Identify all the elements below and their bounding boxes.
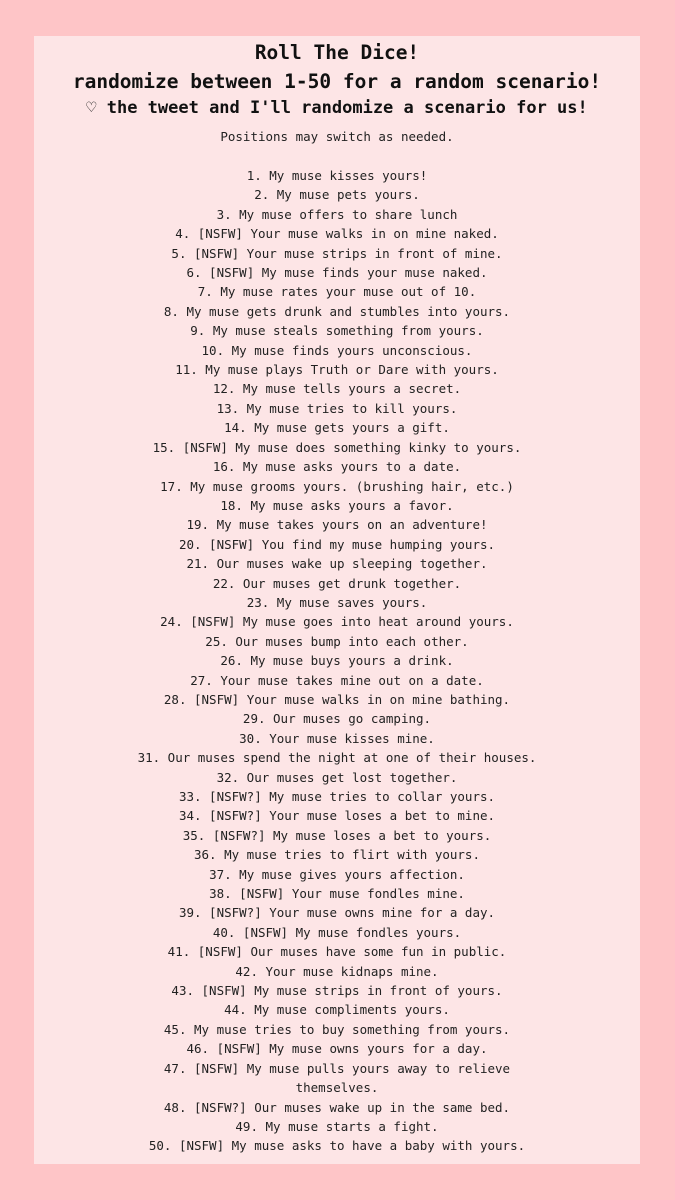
list-item: 22. Our muses get drunk together.	[212, 575, 462, 591]
list-item: 3. My muse offers to share lunch	[216, 206, 458, 222]
list-item: 16. My muse asks yours to a date.	[212, 459, 462, 475]
list-item: 20. [NSFW] You find my muse humping yours.	[178, 536, 496, 552]
list-item: 46. [NSFW] My muse owns yours for a day.	[186, 1041, 488, 1057]
list-item: 27. Your muse takes mine out on a date.	[190, 672, 484, 688]
list-item: 12. My muse tells yours a secret.	[212, 381, 462, 397]
list-item: 44. My muse compliments yours.	[224, 1002, 450, 1018]
list-item: 33. [NSFW?] My muse tries to collar yours.	[178, 789, 496, 804]
list-item: 50. [NSFW] My muse asks to have a baby with yours.	[148, 1138, 526, 1154]
list-item: 36. My muse tries to flirt with yours.	[194, 847, 480, 863]
list-item: 35. [NSFW?] My muse loses a bet to yours.	[182, 827, 492, 843]
list-item: 13. My muse tries to kill yours.	[216, 400, 458, 416]
list-item: 28. [NSFW] Your muse walks in on mine bathing.	[163, 691, 511, 707]
list-item: 45. My muse tries to buy something from yours.	[163, 1021, 511, 1037]
list-item: 24. [NSFW] My muse goes into heat around yours.	[160, 614, 514, 630]
list-item: 6. [NSFW] My muse finds your muse naked.	[186, 265, 488, 281]
page-title: Roll The Dice!	[254, 41, 420, 64]
list-item: 47. [NSFW] My muse pulls yours away to relieve themselves.	[163, 1060, 511, 1096]
list-item: 26. My muse buys yours a drink.	[220, 653, 454, 669]
list-item: 32. Our muses get lost together.	[216, 769, 458, 785]
list-item: 37. My muse gives yours affection.	[209, 866, 465, 882]
positions-note: Positions may switch as needed.	[220, 129, 454, 144]
list-item: 8. My muse gets drunk and stumbles into yours.	[163, 303, 511, 319]
list-item: 34. [NSFW?] Your muse loses a bet to mine.	[178, 808, 496, 824]
list-item: 14. My muse gets yours a gift.	[224, 420, 450, 436]
page-subtitle: randomize between 1-50 for a random scenario!	[72, 70, 602, 93]
list-item: 5. [NSFW] Your muse strips in front of mine.	[171, 245, 503, 261]
list-item: 10. My muse finds yours unconscious.	[201, 342, 473, 358]
list-item: 15. [NSFW] My muse does something kinky to yours.	[152, 439, 522, 455]
list-item: 31. Our muses spend the night at one of their houses.	[137, 750, 537, 766]
list-item: 11. My muse plays Truth or Dare with yours.	[175, 362, 499, 378]
list-item: 49. My muse starts a fight.	[235, 1118, 439, 1134]
list-item: 40. [NSFW] My muse fondles yours.	[212, 924, 462, 940]
list-item: 19. My muse takes yours on an adventure!	[186, 517, 488, 533]
scenario-card	[34, 36, 640, 1164]
list-item: 30. Your muse kisses mine.	[239, 730, 435, 746]
list-item: 41. [NSFW] Our muses have some fun in public.	[167, 944, 507, 960]
heart-icon: ♡	[86, 98, 97, 118]
list-item: 1. My muse kisses yours!	[246, 168, 428, 183]
list-item: 4. [NSFW] Your muse walks in on mine naked.	[175, 226, 499, 242]
list-item: 39. [NSFW?] Your muse owns mine for a day.	[178, 905, 496, 921]
scenario-list	[34, 166, 640, 1156]
list-item: 17. My muse grooms yours. (brushing hair, etc.)	[160, 478, 514, 494]
list-item: 25. Our muses bump into each other.	[205, 633, 469, 649]
tagline	[34, 96, 640, 120]
list-item: 18. My muse asks yours a favor.	[220, 497, 454, 513]
list-item: 9. My muse steals something from yours.	[190, 323, 484, 339]
list-item: 21. Our muses wake up sleeping together.	[186, 556, 488, 572]
list-item: 7. My muse rates your muse out of 10.	[197, 284, 477, 300]
tagline-text: the tweet and I'll randomize a scenario for us!	[106, 98, 588, 118]
list-item: 48. [NSFW?] Our muses wake up in the same bed.	[163, 1099, 511, 1115]
list-item: 42. Your muse kidnaps mine.	[235, 963, 439, 979]
list-item: 23. My muse saves yours.	[246, 594, 428, 610]
list-item: 38. [NSFW] Your muse fondles mine.	[209, 886, 465, 902]
list-item: 2. My muse pets yours.	[254, 187, 420, 203]
list-item: 29. Our muses go camping.	[242, 711, 432, 727]
list-item: 43. [NSFW] My muse strips in front of yours.	[171, 983, 503, 999]
